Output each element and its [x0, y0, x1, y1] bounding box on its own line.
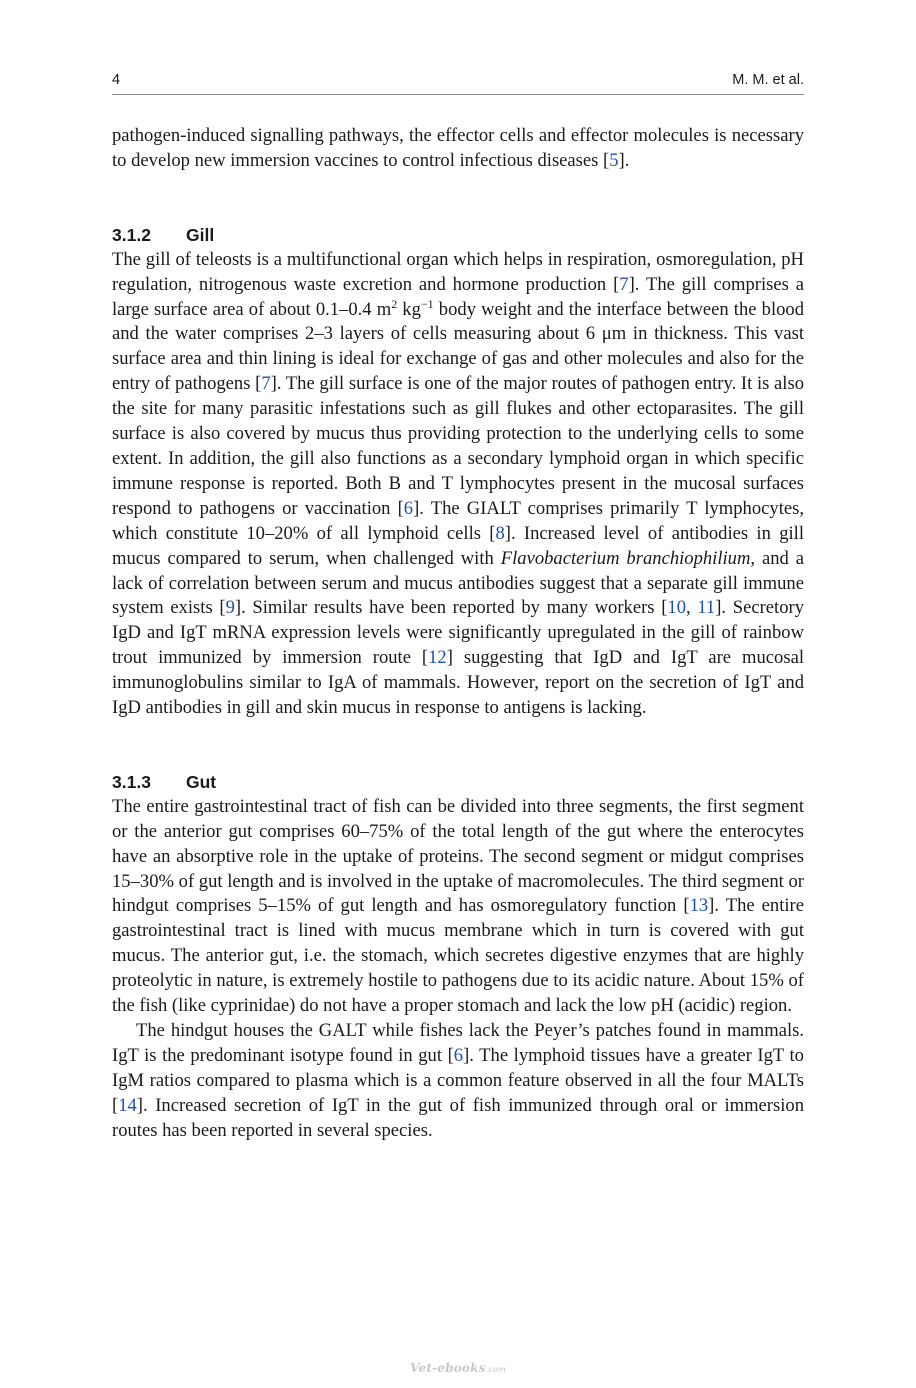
section-heading-gill [112, 223, 804, 248]
superscript: 2 [391, 296, 398, 311]
citation-link[interactable]: 8 [495, 522, 505, 544]
citation-link[interactable]: 5 [609, 149, 619, 171]
citation-link[interactable]: 10 [667, 597, 686, 619]
superscript: −1 [420, 296, 434, 311]
section-title: Gut [186, 771, 217, 792]
running-header [112, 70, 804, 95]
species-name: Flavobacterium branchiophilium, [500, 547, 756, 569]
citation-link[interactable]: 7 [261, 373, 271, 395]
page-number: 4 [112, 72, 121, 88]
intro-paragraph: pathogen-induced signalling pathways, the effector cells and effector molecules is necessary to develop new immersion vaccines to control infectious diseases [5]. [112, 125, 804, 171]
citation-link[interactable]: 9 [225, 597, 235, 619]
citation-link[interactable]: 7 [619, 273, 629, 295]
gill-paragraph: The gill of teleosts is a multifunctional organ which helps in respiration, osmoregulation, pH regulation, nitrogenous waste excretion and hormone production [7]. The gill comprises a large surface area of about 0.1–0.4 $m^2$ $kg^{-1}$ body weight and the interface between the blood and the water comprises 2–3 layers of cells measuring about 6 μm in thickness. This vast surface area and thin lining is ideal for exchange of gas and other molecules and also for the entry of pathogens [7]. The gill surface is one of the major routes of pathogen entry. It is also the site for many parasitic infestations such as gill flukes and other ectoparasites. The gill surface is also covered by mucus thus providing protection to the underlying cells to some extent. In addition, the gill also functions as a secondary lymphoid organ in which specific immune response is reported. Both B and T lymphocytes present in the mucosal surfaces respond to pathogens or vaccination [6]. The GIALT comprises primarily T lymphocytes, which constitute 10–20% of all lymphoid cells [8]. Increased level of antibodies in gill mucus compared to serum, when challenged with Flavobacterium branchiophilium, and a lack of correlation between serum and mucus antibodies suggest that a separate gill immune system exists [9]. Similar results have been reported by many workers [10, 11]. Secretory IgD and IgT mRNA expression levels were significantly upregulated in the gill of rainbow trout immunized by immersion route [12] suggesting that IgD and IgT are mucosal immunoglobulins similar to IgA of mammals. However, report on the secretion of IgT and IgD antibodies in gill and skin mucus in response to antigens is lacking. [112, 248, 805, 719]
page-body [112, 124, 804, 1144]
section-title: Gill [186, 224, 215, 245]
section-heading-gut [112, 770, 804, 795]
gut-paragraph-2: The hindgut houses the GALT while fishes lack the Peyer’s patches found in mammals. IgT is the predominant isotype found in gut [6]. The lymphoid tissues have a greater IgT to IgM ratios compared to plasma which is a common feature observed in all the four MALTs [14]. Increased secretion of IgT in the gut of fish immunized through oral or immersion routes has been reported in several species. [112, 1020, 804, 1141]
citation-link[interactable]: 12 [428, 647, 447, 669]
citation-link[interactable]: 13 [689, 895, 709, 917]
citation-link[interactable]: 11 [697, 597, 716, 619]
citation-link[interactable]: 6 [453, 1044, 464, 1066]
gut-paragraph-1: The entire gastrointestinal tract of fish can be divided into three segments, the first segment or the anterior gut comprises 60–75% of the total length of the gut where the enterocytes have an absorptive role in the uptake of proteins. The second segment or midgut comprises 15–30% of gut length and is involved in the uptake of macromolecules. The third segment or hindgut comprises 5–15% of gut length and has osmoregulatory function [13]. The entire gastrointestinal tract is lined with mucus membrane which in turn is covered with gut mucus. The anterior gut, i.e. the stomach, which secretes digestive enzymes that are highly proteolytic in nature, is extremely hostile to pathogens due to its acidic nature. About 15% of the fish (like cyprinidae) do not have a proper stomach and lack the low pH (acidic) region. [112, 795, 804, 1017]
citation-link[interactable]: 14 [118, 1094, 137, 1116]
citation-link[interactable]: 6 [403, 497, 414, 519]
running-head-authors: M. M. et al. [732, 72, 804, 88]
watermark-logo: Vet-ebooks.com [410, 1361, 506, 1375]
section-number: 3.1.2 [112, 224, 151, 245]
section-number: 3.1.3 [112, 771, 151, 792]
